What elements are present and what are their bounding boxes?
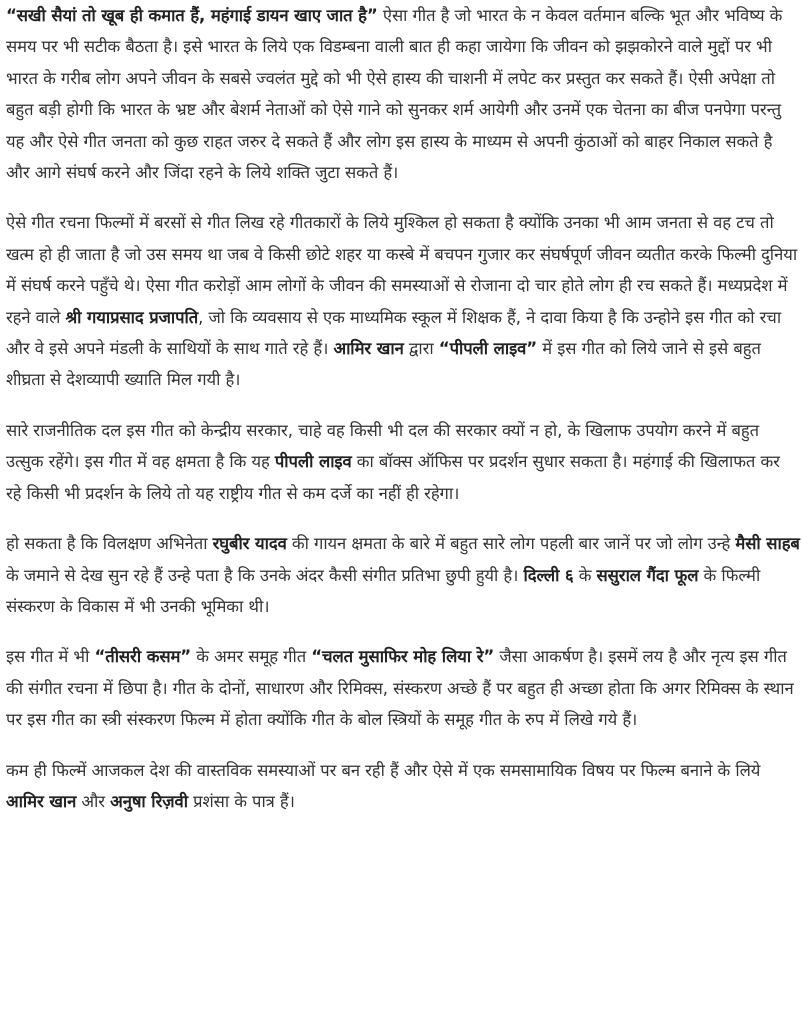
- paragraph-2-text-3: द्वारा: [403, 339, 439, 359]
- show-title: मैसी साहब: [735, 534, 800, 554]
- paragraph-1: [6, 0, 800, 188]
- paragraph-6-text-3: प्रशंसा के पात्र हैं।: [187, 791, 295, 811]
- paragraph-3: [6, 415, 800, 509]
- paragraph-5-text-2: के अमर समूह गीत: [191, 647, 312, 667]
- paragraph-2-text-4: में इस गीत को लिये जाने से इसे बहुत शीघ्रता से देशव्यापी ख्याति मिल गयी है।: [6, 339, 761, 390]
- film-title: “तीसरी कसम”: [94, 647, 192, 667]
- paragraph-5-text-3: जैसा आकर्षण है। इसमें लय है और नृत्य इस गीत की संगीत रचना में छिपा है। गीत के दोनों, साधारण और रिमिक्स, संस्करण अच्छे हैं पर बहुत ही अच्छा होता कि अगर रिमिक्स के स्थान पर इस गीत का स्त्री संस्करण फिल्म में होता क्योंकि गीत के बोल स्त्रियों के समूह गीत के रुप में लिखे गये हैं।: [6, 647, 794, 730]
- song-title: ससुराल गैंदा फूल: [596, 565, 699, 585]
- producer-name: आमिर खान: [333, 339, 404, 359]
- film-title: पीपली लाइव: [274, 452, 352, 472]
- paragraph-3-text-1: सारे राजनीतिक दल इस गीत को केन्द्रीय सरकार, चाहे वह किसी भी दल की सरकार क्यों न हो, के खिलाफ उपयोग करने में बहुत उत्सुक रहेंगे। इस गीत में वह क्षमता है कि यह: [6, 420, 759, 472]
- film-title: दिल्ली ६: [523, 565, 574, 585]
- paragraph-4-text-5: के फिल्मी संस्करण के विकास में भी उनकी भूमिका थी।: [6, 565, 761, 616]
- paragraph-4: [6, 528, 800, 622]
- paragraph-5: [6, 641, 800, 735]
- film-title: “पीपली लाइव”: [438, 339, 538, 359]
- paragraph-6-text-1: कम ही फिल्में आजकल देश की वास्तविक समस्याओं पर बन रही हैं और ऐसे में एक समसामायिक विषय पर फिल्म बनाने के लिये: [6, 760, 761, 780]
- paragraph-4-text-2: की गायन क्षमता के बारे में बहुत सारे लोग पहली बार जानें पर जो लोग उन्हे: [286, 534, 736, 554]
- paragraph-2: [6, 207, 800, 395]
- paragraph-2-text-2: , जो कि व्यवसाय से एक माध्यमिक स्कूल में शिक्षक हैं, ने दावा किया है कि उन्होने इस गीत को रचा और वे इसे अपने मंडली के साथियों के साथ गाते रहे हैं।: [6, 307, 782, 359]
- lyricist-name: श्री गयाप्रसाद प्रजापति: [65, 307, 199, 327]
- paragraph-6: [6, 755, 800, 818]
- song-title: “चलत मुसाफिर मोह लिया रे”: [311, 647, 495, 667]
- paragraph-2-text-1: ऐसे गीत रचना फिल्मों में बरसों से गीत लिख रहे गीतकारों के लिये मुश्किल हो सकता है क्योंकि उनका भी आम जनता से वह टच तो खत्म हो ही जाता है जो उस समय था जब वे किसी छोटे शहर या कस्बे में बचपन गुजार कर संघर्षपूर्ण जीवन व्यतीत करके फिल्मी दुनिया में संघर्ष करने पहुँचे थे। ऐसा गीत करोड़ों आम लोगों के जीवन की समस्याओं से रोजाना दो चार होते लोग ही रच सकते हैं। मध्यप्रदेश में रहने वाले: [6, 213, 798, 327]
- paragraph-4-text-4: के: [573, 565, 597, 585]
- paragraph-4-text-1: हो सकता है कि विलक्षण अभिनेता: [6, 534, 213, 554]
- paragraph-3-text-2: का बॉक्स ऑफिस पर प्रदर्शन सुधार सकता है। महंगाई की खिलाफत कर रहे किसी भी प्रदर्शन के लिये तो यह राष्ट्रीय गीत से कम दर्जे का नहीं ही रहेगा।: [6, 452, 780, 503]
- producer-name: आमिर खान: [6, 791, 77, 811]
- paragraph-5-text-1: इस गीत में भी: [6, 647, 95, 667]
- paragraph-4-text-3: के जमाने से देख सुन रहे हैं उन्हे पता है कि उनके अंदर कैसी संगीत प्रतिभा छुपी हुयी है।: [6, 565, 524, 585]
- song-title-quote: “सखी सैयां तो खूब ही कमात हैं, महंगाई डायन खाए जात है”: [6, 6, 378, 25]
- paragraph-1-text: ऐसा गीत है जो भारत के न केवल वर्तमान बल्कि भूत और भविष्य के समय पर भी सटीक बैठता है। इसे भारत के लिये एक विडम्बना वाली बात ही कहा जायेगा कि जीवन को झझकोरने वाले मुद्दों पर भी भारत के गरीब लोग अपने जीवन के सबसे ज्वलंत मुद्दे को भी ऐसे हास्य की चाशनी में लपेट कर प्रस्तुत कर सकते हैं। ऐसी अपेक्षा तो बहुत बड़ी होगी कि भारत के भ्रष्ट और बेशर्म नेताओं को ऐसे गाने को सुनकर शर्म आयेगी और उनमें एक चेतना का बीज पनपेगा परन्तु यह और ऐसे गीत जनता को कुछ राहत जरुर दे सकते हैं और लोग इस हास्य के माध्यम से अपनी कुंठाओं को बाहर निकाल सकते है और आगे संघर्ष करने और जिंदा रहने के लिये शक्ति जुटा सकते हैं।: [6, 6, 783, 183]
- director-name: अनुषा रिज़वी: [110, 791, 188, 811]
- paragraph-6-text-2: और: [76, 791, 111, 811]
- actor-name: रघुबीर यादव: [212, 534, 287, 554]
